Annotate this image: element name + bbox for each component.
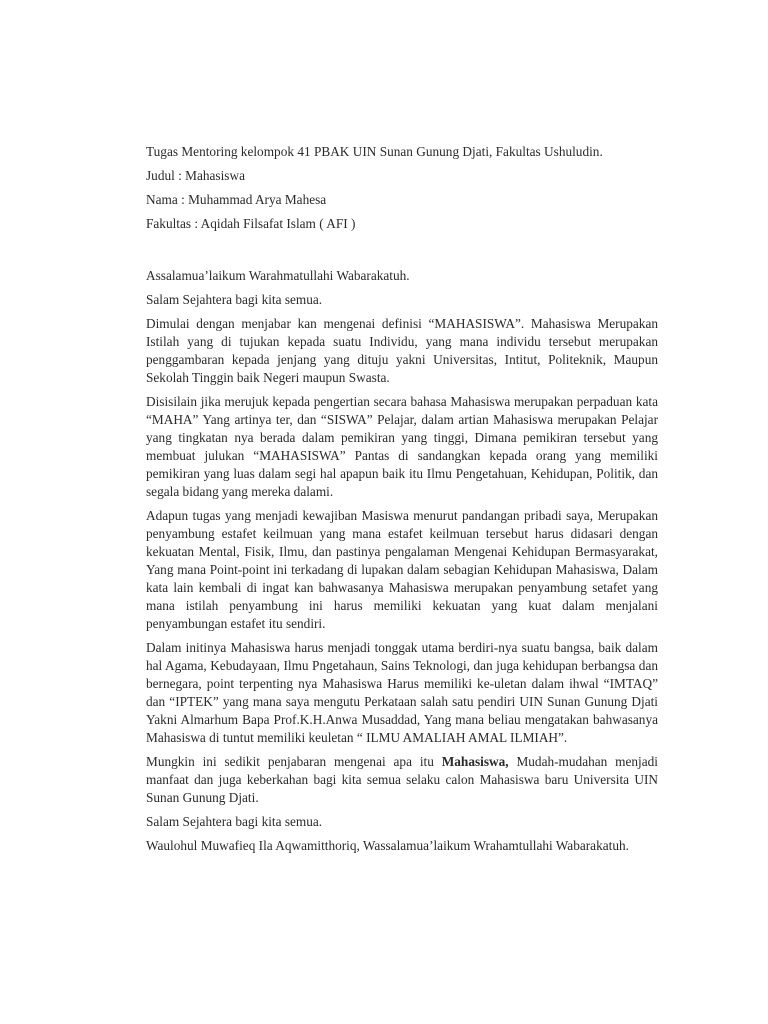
- greeting-line: Assalamua’laikum Warahmatullahi Wabarakatuh.: [146, 268, 410, 283]
- faculty-line: Fakultas : Aqidah Filsafat Islam ( AFI ): [146, 216, 356, 231]
- paragraph-conclusion: [146, 753, 658, 807]
- closing-line: Waulohul Muwafieq Ila Aqwamitthoriq, Wassalamua’laikum Wrahamtullahi Wabarakatuh.: [146, 838, 629, 853]
- conclusion-text-end: Mudah-mudahan menjadi manfaat dan juga keberkahan bagi kita semua selaku calon Mahasiswa baru Universita UIN Sunan Gunung Djati.: [146, 754, 658, 805]
- paragraph-duty: Adapun tugas yang menjadi kewajiban Masiswa menurut pandangan pribadi saya, Merupakan penyambung estafet keilmuan yang mana estafet keilmuan tersebut harus didasari dengan kekuatan Mental, Fisik, Ilmu, dan pastinya pengalaman Mengenai Kehidupan Bermasyarakat, Yang mana Point-point ini terkadang di lupakan dalam sebagian Kehidupan Mahasiswa, Dalam kata lain kembali di ingat kan bahwasanya Mahasiswa merupakan penyambung setafet yang mana istilah penyambung ini harus memiliki kekuatan yang kuat dalam menjalani penyambungan estafet itu sendiri.: [146, 508, 658, 631]
- section-spacer: [146, 239, 658, 267]
- paragraph-definition: Dimulai dengan menjabar kan mengenai definisi “MAHASISWA”. Mahasiswa Merupakan Istilah yang di tujukan kepada suatu Individu, yang mana individu tersebut merupakan penggambaran kepada jenjang yang dituju yakni Universitas, Intitut, Politeknik, Maupun Sekolah Tinggin baik Negeri maupun Swasta.: [146, 316, 658, 385]
- title-line: Judul : Mahasiswa: [146, 168, 245, 183]
- assignment-line: Tugas Mentoring kelompok 41 PBAK UIN Sunan Gunung Djati, Fakultas Ushuludin.: [146, 144, 603, 159]
- name-line: Nama : Muhammad Arya Mahesa: [146, 192, 327, 207]
- conclusion-bold-term: Mahasiswa,: [441, 754, 509, 769]
- salutation-line-closing: Salam Sejahtera bagi kita semua.: [146, 814, 323, 829]
- conclusion-text-start: Mungkin ini sedikit penjabaran mengenai apa itu: [146, 754, 442, 769]
- paragraph-core: Dalam initinya Mahasiswa harus menjadi tonggak utama berdiri-nya suatu bangsa, baik dalam hal Agama, Kebudayaan, Ilmu Pngetahaun, Sains Teknologi, dan juga kehidupan berbangsa dan bernegara, point terpenting nya Mahasiswa Harus memiliki ke-uletan dalam ihwal “IMTAQ” dan “IPTEK” yang mana saya mengutu Perkataan salah satu pendiri UIN Sunan Gunung Djati Yakni Almarhum Bapa Prof.K.H.Anwa Musaddad, Yang mana beliau mengatakan bahwasanya Mahasiswa di tuntut memiliki keuletan “ ILMU AMALIAH AMAL ILMIAH”.: [146, 640, 658, 745]
- paragraph-etymology: Disisilain jika merujuk kepada pengertian secara bahasa Mahasiswa merupakan perpaduan kata “MAHA” Yang artinya ter, dan “SISWA” Pelajar, dalam artian Mahasiswa merupakan Pelajar yang tingkatan nya berada dalam pemikiran yang tinggi, Dimana pemikiran tersebut yang membuat julukan “MAHASISWA” Pantas di sandangkan kepada orang yang memiliki pemikiran yang luas dalam segi hal apapun baik itu Ilmu Pengetahuan, Kehidupan, Politik, dan segala bidang yang mereka dalami.: [146, 394, 658, 499]
- salutation-line: Salam Sejahtera bagi kita semua.: [146, 292, 323, 307]
- document-page: [146, 143, 658, 861]
